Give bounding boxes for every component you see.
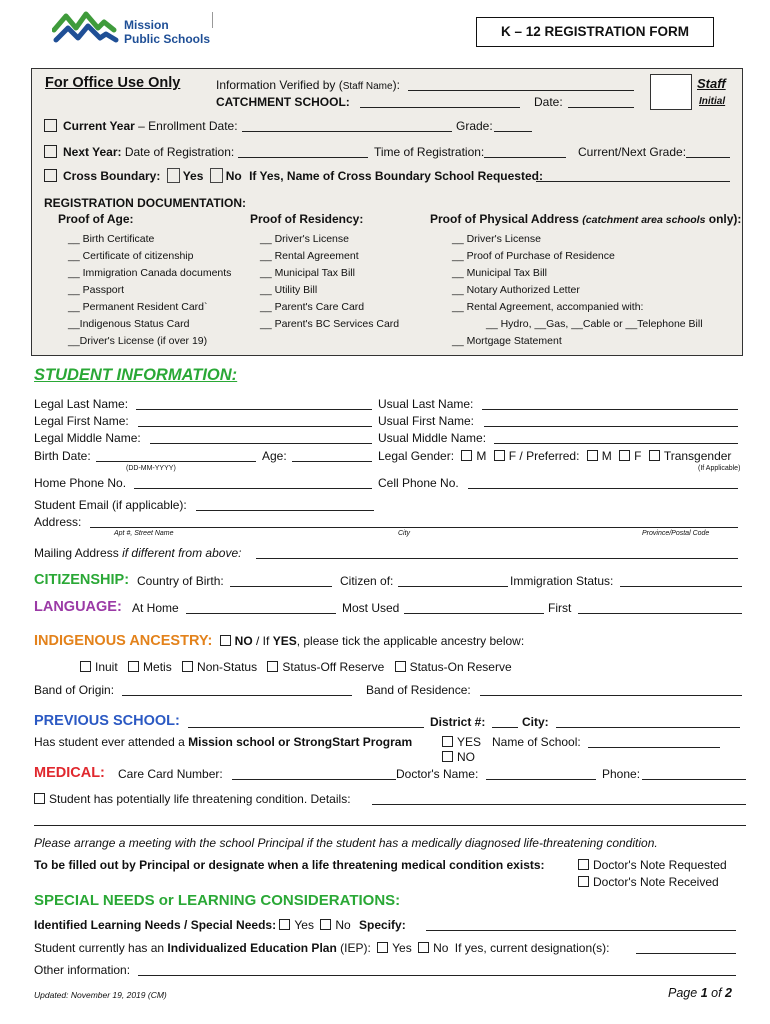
list-item[interactable]: __ Municipal Tax Bill (452, 267, 547, 279)
status-off-checkbox[interactable] (267, 661, 278, 672)
country-birth-field[interactable] (230, 575, 332, 587)
care-card-field[interactable] (232, 768, 396, 780)
registration-date-field[interactable] (238, 146, 368, 158)
proof-age-title: Proof of Age: (58, 212, 134, 226)
office-date-label: Date: (534, 95, 563, 109)
band-origin-field[interactable] (122, 684, 352, 696)
prev-city-field[interactable] (556, 716, 740, 728)
at-home-label: At Home (132, 601, 179, 615)
list-item[interactable]: __ Permanent Resident Card` (68, 301, 208, 313)
logo-divider (212, 12, 213, 28)
threatening-checkbox[interactable] (34, 793, 45, 804)
list-item[interactable]: __ Immigration Canada documents (68, 267, 232, 279)
cell-phone-field[interactable] (468, 477, 738, 489)
most-used-label: Most Used (342, 601, 400, 615)
date-format-hint: (DD-MM-YYYY) (126, 465, 176, 472)
form-title: K – 12 REGISTRATION FORM (500, 24, 690, 39)
citizen-of-label: Citizen of: (340, 574, 394, 588)
student-info-title: STUDENT INFORMATION: (34, 366, 238, 384)
language-title: LANGUAGE: (34, 599, 122, 615)
band-residence-field[interactable] (480, 684, 742, 696)
pref-transgender-checkbox[interactable] (649, 450, 660, 461)
iep-row: Student currently has an Individualized Education Plan (IEP): Yes No If yes, current designation(s): (34, 941, 610, 955)
legal-middle-field[interactable] (150, 432, 372, 444)
grade-label: Grade: (456, 119, 493, 133)
attended-yes: YES (442, 735, 481, 749)
current-next-grade-label: Current/Next Grade: (578, 145, 687, 159)
list-item[interactable]: __ Mortgage Statement (452, 335, 562, 347)
attended-no-checkbox[interactable] (442, 751, 453, 762)
age-field[interactable] (292, 450, 372, 462)
usual-first-field[interactable] (484, 415, 738, 427)
verified-by-line: Information Verified by (Staff Name): (216, 78, 400, 92)
name-school-field[interactable] (588, 736, 720, 748)
list-item[interactable]: __ Municipal Tax Bill (260, 267, 355, 279)
list-item[interactable]: __ Driver's License (260, 233, 349, 245)
email-field[interactable] (196, 499, 374, 511)
office-use-title: For Office Use Only (45, 75, 181, 91)
address-docs-list (452, 231, 703, 350)
legal-gender-row: Legal Gender: M F / Preferred: M F Transgender (378, 449, 732, 463)
inuit-checkbox[interactable] (80, 661, 91, 672)
status-on-checkbox[interactable] (395, 661, 406, 672)
doctor-field[interactable] (486, 768, 596, 780)
logo-text-line1: Mission (124, 18, 169, 32)
cross-no-checkbox[interactable] (210, 168, 223, 183)
province-hint: Province/Postal Code (642, 530, 710, 537)
time-registration-field[interactable] (484, 146, 566, 158)
next-year-row: Next Year: Date of Registration: (44, 145, 234, 159)
verified-by-field[interactable] (408, 79, 634, 91)
district-field[interactable] (492, 716, 518, 728)
staff-label: Staff (697, 76, 726, 91)
next-year-checkbox[interactable] (44, 145, 57, 158)
cross-yes-checkbox[interactable] (167, 168, 180, 183)
attended-yes-checkbox[interactable] (442, 736, 453, 747)
age-label: Age: (262, 449, 287, 463)
apt-hint: Apt #, Street Name (114, 530, 174, 537)
note-received: Doctor's Note Received (578, 875, 719, 889)
non-status-checkbox[interactable] (182, 661, 193, 672)
list-item[interactable]: __ Utility Bill (260, 284, 318, 296)
usual-middle-field[interactable] (494, 432, 738, 444)
gender-f-checkbox[interactable] (494, 450, 505, 461)
list-item[interactable]: __Driver's License (if over 19) (68, 335, 208, 347)
details-field[interactable] (372, 793, 746, 805)
ancestry-options: Inuit Metis Non-Status Status-Off Reserve Status-On Reserve (80, 660, 512, 674)
current-year-checkbox[interactable] (44, 119, 57, 132)
note-requested-checkbox[interactable] (578, 859, 589, 870)
proof-residency-title: Proof of Residency: (250, 212, 364, 226)
list-item[interactable]: __ Certificate of citizenship (68, 250, 194, 262)
birth-date-field[interactable] (96, 450, 256, 462)
country-birth-label: Country of Birth: (137, 574, 224, 588)
cross-boundary-checkbox[interactable] (44, 169, 57, 182)
enrollment-date-field[interactable] (242, 120, 452, 132)
details-field-2[interactable] (34, 814, 746, 826)
time-registration-label: Time of Registration: (374, 145, 485, 159)
first-lang-field[interactable] (578, 602, 742, 614)
doctor-label: Doctor's Name: (396, 767, 479, 781)
pref-m-checkbox[interactable] (587, 450, 598, 461)
care-card-label: Care Card Number: (118, 767, 223, 781)
legal-last-field[interactable] (136, 398, 372, 410)
note-requested: Doctor's Note Requested (578, 858, 727, 872)
attended-row: Has student ever attended a Mission school or StrongStart Program (34, 735, 413, 749)
legal-first-label: Legal First Name: (34, 414, 129, 428)
previous-school-field[interactable] (188, 716, 424, 728)
specify-field[interactable] (426, 919, 736, 931)
mailing-label: Mailing Address if different from above: (34, 546, 242, 560)
updated-note: Updated: November 19, 2019 (CM) (34, 990, 167, 1000)
reg-doc-title: REGISTRATION DOCUMENTATION: (44, 196, 246, 210)
designation-field[interactable] (636, 942, 736, 954)
iep-no-checkbox[interactable] (418, 942, 429, 953)
logo-text-line2: Public Schools (124, 32, 211, 46)
legal-first-field[interactable] (138, 415, 372, 427)
birth-date-label: Birth Date: (34, 449, 91, 463)
cross-boundary-school-field[interactable] (536, 170, 730, 182)
catchment-label: CATCHMENT SCHOOL: (216, 95, 350, 109)
logo (52, 8, 212, 50)
principal-label: To be filled out by Principal or designate when a life threatening medical condition exists: (34, 858, 545, 872)
legal-last-label: Legal Last Name: (34, 397, 129, 411)
list-item[interactable]: __ Passport (68, 284, 125, 296)
mailing-field[interactable] (256, 547, 738, 559)
usual-middle-label: Usual Middle Name: (378, 431, 487, 445)
office-date-field[interactable] (568, 96, 634, 108)
email-label: Student Email (if applicable): (34, 498, 187, 512)
list-item[interactable]: __ Birth Certificate (68, 233, 155, 245)
immigration-field[interactable] (620, 575, 742, 587)
at-home-field[interactable] (186, 602, 336, 614)
citizenship-title: CITIZENSHIP: (34, 572, 130, 588)
cell-phone-label: Cell Phone No. (378, 476, 459, 490)
list-item[interactable]: __ Proof of Purchase of Residence (452, 250, 615, 262)
usual-first-label: Usual First Name: (378, 414, 475, 428)
list-item[interactable]: __ Driver's License (452, 233, 541, 245)
home-phone-field[interactable] (134, 477, 372, 489)
immigration-label: Immigration Status: (510, 574, 614, 588)
previous-school-title: PREVIOUS SCHOOL: (34, 713, 180, 729)
initial-label: Initial (699, 96, 726, 107)
citizen-of-field[interactable] (398, 575, 508, 587)
iep-yes-checkbox[interactable] (377, 942, 388, 953)
other-info-label: Other information: (34, 963, 131, 977)
list-item[interactable]: __ Notary Authorized Letter (452, 284, 580, 296)
grade-field[interactable] (494, 120, 532, 132)
list-item[interactable]: __ Rental Agreement (260, 250, 359, 262)
city-hint: City (398, 530, 411, 537)
other-info-field[interactable] (138, 964, 736, 976)
catchment-field[interactable] (360, 96, 520, 108)
address-field[interactable] (90, 516, 738, 528)
list-item[interactable]: __Indigenous Status Card (68, 318, 190, 330)
list-item[interactable]: __ Parent's BC Services Card (260, 318, 400, 330)
district-label: District #: (430, 715, 486, 729)
list-item[interactable]: __ Hydro, __Gas, __Cable or __Telephone Bill (486, 318, 703, 330)
current-year-row: Current Year – Enrollment Date: (44, 119, 238, 133)
home-phone-label: Home Phone No. (34, 476, 127, 490)
band-origin-label: Band of Origin: (34, 683, 115, 697)
metis-checkbox[interactable] (128, 661, 139, 672)
prev-city-label: City: (522, 715, 549, 729)
legal-middle-label: Legal Middle Name: (34, 431, 141, 445)
residency-docs-list (260, 231, 399, 333)
pref-f-checkbox[interactable] (619, 450, 630, 461)
identified-no-checkbox[interactable] (320, 919, 331, 930)
indigenous-row: INDIGENOUS ANCESTRY: NO / If YES, please tick the applicable ancestry below: (34, 633, 525, 649)
cross-boundary-row: Cross Boundary: Yes No If Yes, Name of Cross Boundary School Requested: (44, 168, 543, 183)
identified-row: Identified Learning Needs / Special Needs: Yes No Specify: (34, 918, 406, 932)
address-label: Address: (34, 515, 82, 529)
indigenous-no-checkbox[interactable] (220, 635, 231, 646)
phone-label: Phone: (602, 767, 641, 781)
mountain-logo-icon (52, 8, 120, 48)
age-docs-list (68, 231, 231, 350)
phone-field[interactable] (642, 768, 746, 780)
band-residence-label: Band of Residence: (366, 683, 471, 697)
gender-m-checkbox[interactable] (461, 450, 472, 461)
special-needs-title: SPECIAL NEEDS or LEARNING CONSIDERATIONS: (34, 892, 401, 909)
first-lang-label: First (548, 601, 572, 615)
identified-yes-checkbox[interactable] (279, 919, 290, 930)
staff-initial-box[interactable] (650, 74, 692, 110)
list-item[interactable]: __ Rental Agreement, accompanied with: (452, 301, 644, 313)
page-indicator: Page 1 of 2 (668, 986, 732, 1000)
usual-last-field[interactable] (482, 398, 738, 410)
threatening-row: Student has potentially life threatening condition. Details: (34, 792, 351, 806)
arrange-note: Please arrange a meeting with the school Principal if the student has a medically diagnosed life-threatening condition. (34, 836, 658, 850)
current-next-grade-field[interactable] (686, 146, 730, 158)
proof-address-title: Proof of Physical Address (catchment area schools only): (430, 212, 742, 226)
medical-title: MEDICAL: (34, 765, 105, 781)
list-item[interactable]: __ Parent's Care Card (260, 301, 365, 313)
usual-last-label: Usual Last Name: (378, 397, 474, 411)
name-school-label: Name of School: (492, 735, 581, 749)
note-received-checkbox[interactable] (578, 876, 589, 887)
attended-no: NO (442, 750, 475, 764)
if-applicable-hint: (If Applicable) (698, 465, 741, 472)
most-used-field[interactable] (404, 602, 544, 614)
